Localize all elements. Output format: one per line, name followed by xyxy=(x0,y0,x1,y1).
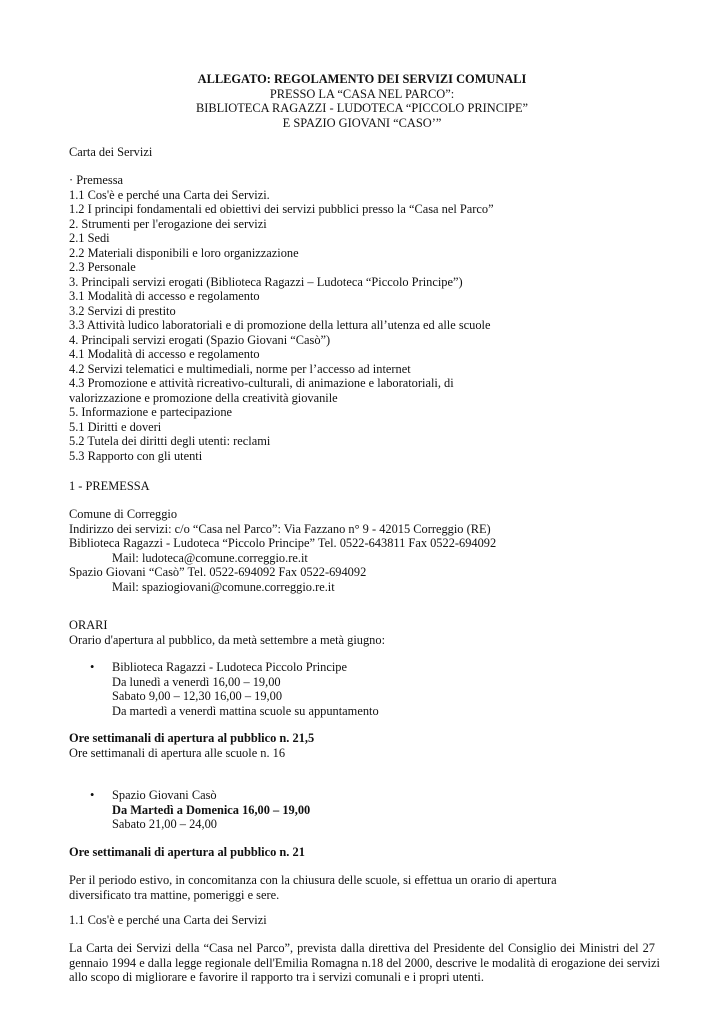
title-line-3: BIBLIOTECA RAGAZZI - LUDOTECA “PICCOLO PRINCIPE” xyxy=(195,101,529,115)
toc-item: 3.1 Modalità di accesso e regolamento xyxy=(69,289,260,303)
orari-section xyxy=(69,618,385,647)
toc-item: 4.2 Servizi telematici e multimediali, norme per l’accesso ad internet xyxy=(69,361,411,376)
toc-item: 5.2 Tutela dei diritti degli utenti: reclami xyxy=(69,434,271,448)
document-title xyxy=(0,72,724,130)
hours-line: Da Martedì a Domenica 16,00 – 19,00 xyxy=(112,802,311,817)
hours-line: Sabato 9,00 – 12,30 16,00 – 19,00 xyxy=(112,689,283,703)
hours-line: Da lunedì a venerdì 16,00 – 19,00 xyxy=(112,674,281,689)
summer-note-line: Per il periodo estivo, in concomitanza con la chiusura delle scuole, si effettua un orario di apertura xyxy=(69,873,557,887)
table-of-contents xyxy=(69,173,494,463)
toc-item: 3.2 Servizi di prestito xyxy=(69,303,176,318)
biblioteca-hours xyxy=(112,660,379,718)
biblioteca-contact: Biblioteca Ragazzi - Ludoteca “Piccolo Principe” Tel. 0522-643811 Fax 0522-694092 xyxy=(69,536,497,550)
biblioteca-email: Mail: ludoteca@comune.correggio.re.it xyxy=(112,550,308,565)
toc-item: 5. Informazione e partecipazione xyxy=(69,405,233,419)
toc-item: 2. Strumenti per l'erogazione dei servizi xyxy=(69,216,267,231)
orari-intro: Orario d'apertura al pubblico, da metà settembre a metà giugno: xyxy=(69,632,386,647)
toc-item: 4. Principali servizi erogati (Spazio Giovani “Casò”) xyxy=(69,332,331,347)
school-hours-total: Ore settimanali di apertura alle scuole n. 16 xyxy=(69,745,286,760)
toc-item: valorizzazione e promozione della creatività giovanile xyxy=(69,390,338,405)
toc-item: 5.1 Diritti e doveri xyxy=(69,419,162,434)
toc-item: 1.1 Cos'è e perché una Carta dei Servizi. xyxy=(69,187,270,202)
premessa-heading: 1 - PREMESSA xyxy=(69,479,150,493)
toc-item: 2.2 Materiali disponibili e loro organizzazione xyxy=(69,245,299,260)
toc-item: · Premessa xyxy=(69,173,124,187)
summer-note-line: diversificato tra mattine, pomeriggi e sere. xyxy=(69,887,280,902)
toc-item: 1.2 I principi fondamentali ed obiettivi dei servizi pubblici presso la “Casa nel Parco” xyxy=(69,202,494,216)
toc-item: 3. Principali servizi erogati (Biblioteca Ragazzi – Ludoteca “Piccolo Principe”) xyxy=(69,274,463,289)
bullet-icon: • xyxy=(90,788,95,802)
public-hours-total: Ore settimanali di apertura al pubblico n. 21,5 xyxy=(69,731,315,745)
premessa-contacts xyxy=(69,507,496,594)
title-line-1: ALLEGATO: REGOLAMENTO DEI SERVIZI COMUNALI xyxy=(197,72,527,86)
orari-heading: ORARI xyxy=(69,618,108,632)
section-1-1-paragraph xyxy=(69,941,660,985)
address-line: Indirizzo dei servizi: c/o “Casa nel Parco”: Via Fazzano n° 9 - 42015 Correggio (RE) xyxy=(69,521,491,536)
toc-item: 2.3 Personale xyxy=(69,260,136,274)
spazio-giovani-contact: Spazio Giovani “Casò” Tel. 0522-694092 Fax 0522-694092 xyxy=(69,565,367,579)
hours-line: Sabato 21,00 – 24,00 xyxy=(112,817,217,831)
toc-item: 5.3 Rapporto con gli utenti xyxy=(69,448,203,463)
paragraph-line: La Carta dei Servizi della “Casa nel Parco”, prevista dalla direttiva del Presidente del Consiglio dei Ministri del 27 xyxy=(69,941,655,955)
paragraph-line: allo scopo di migliorare e favorire il rapporto tra i servizi comunali e i propri utenti. xyxy=(69,970,484,984)
hours-line: Da martedì a venerdì mattina scuole su appuntamento xyxy=(112,703,379,718)
biblioteca-name: Biblioteca Ragazzi - Ludoteca Piccolo Principe xyxy=(112,660,347,674)
spazio-giovani-hours xyxy=(112,788,310,832)
title-line-4: E SPAZIO GIOVANI “CASO’” xyxy=(282,115,442,130)
comune-name: Comune di Correggio xyxy=(69,507,178,521)
spazio-giovani-weekly-hours: Ore settimanali di apertura al pubblico n. 21 xyxy=(69,845,305,859)
toc-heading: Carta dei Servizi xyxy=(69,145,153,159)
biblioteca-weekly-hours xyxy=(69,731,314,760)
bullet-icon: • xyxy=(90,660,95,674)
summer-hours-note xyxy=(69,873,557,902)
spazio-giovani-name: Spazio Giovani Casò xyxy=(112,788,217,802)
toc-item: 4.3 Promozione e attività ricreativo-culturali, di animazione e laboratoriali, di xyxy=(69,376,454,390)
paragraph-line: gennaio 1994 e dalla legge regionale dell'Emilia Romagna n.18 del 2000, descrive le modalità di erogazione dei servizi xyxy=(69,955,660,970)
section-1-1-heading: 1.1 Cos'è e perché una Carta dei Servizi xyxy=(69,913,267,927)
spazio-giovani-email: Mail: spaziogiovani@comune.correggio.re.it xyxy=(112,579,335,594)
toc-item: 3.3 Attività ludico laboratoriali e di promozione della lettura all’utenza ed alle scuole xyxy=(69,318,491,332)
toc-item: 4.1 Modalità di accesso e regolamento xyxy=(69,347,260,361)
toc-item: 2.1 Sedi xyxy=(69,231,110,245)
title-line-2: PRESSO LA “CASA NEL PARCO”: xyxy=(269,86,455,101)
